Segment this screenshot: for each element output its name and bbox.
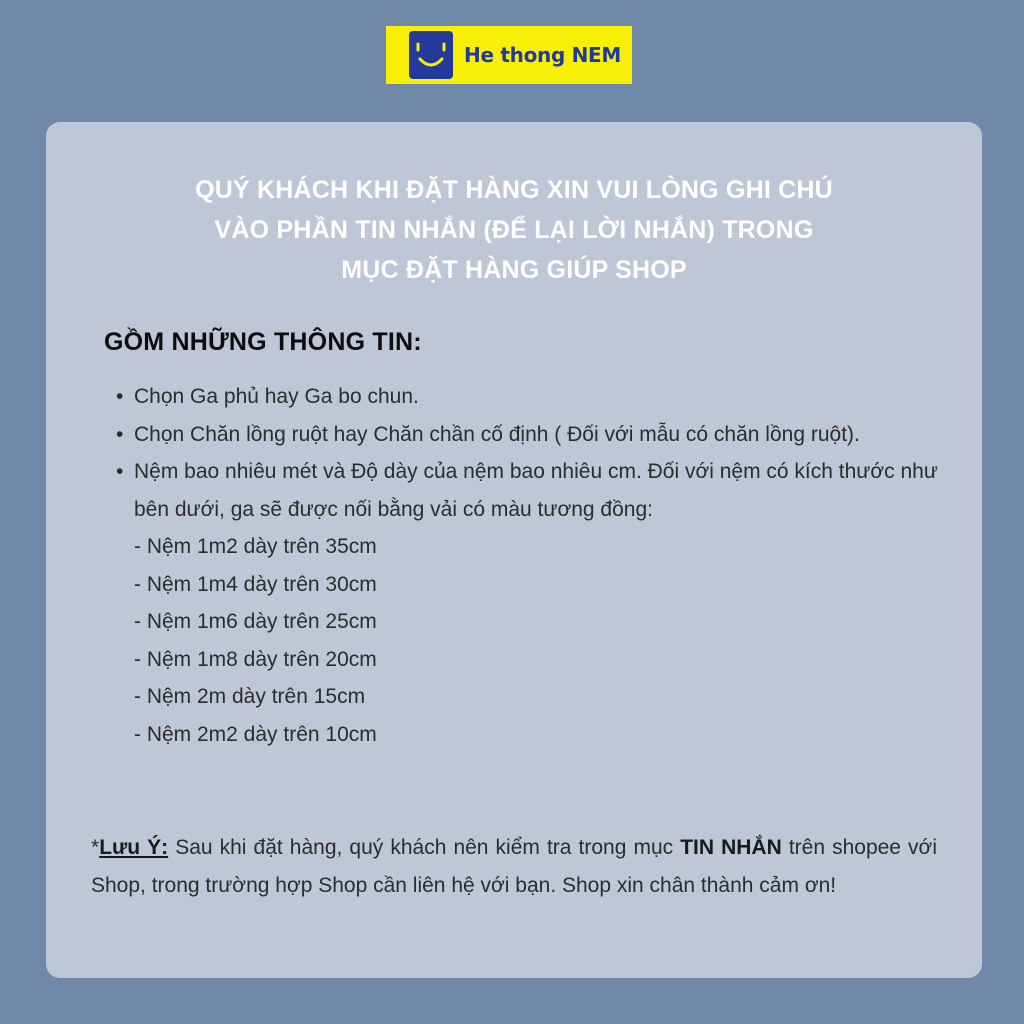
smile-icon — [409, 31, 453, 79]
info-list — [116, 378, 956, 753]
headline-line: QUÝ KHÁCH KHI ĐẶT HÀNG XIN VUI LÒNG GHI CHÚ — [195, 176, 833, 204]
list-item-text: Chọn Ga phủ hay Ga bo chun. — [134, 385, 419, 408]
note-prefix: * — [91, 836, 100, 859]
size-item: - Nệm 1m8 dày trên 20cm — [134, 647, 377, 671]
bullet-icon: • — [116, 460, 124, 483]
note-text: trên shopee với Shop, trong trường hợp Shop cần liên hệ với bạn. Shop xin chân thành cảm ơn! — [91, 836, 937, 897]
list-item-text: Nệm bao nhiêu mét và Độ dày của nệm bao nhiêu cm. Đối với nệm có kích thước như bên dưới, ga sẽ được nối bằng vải có màu tương đồng: — [134, 460, 938, 521]
headline-line: VÀO PHẦN TIN NHẮN (ĐỂ LẠI LỜI NHẮN) TRONG — [214, 216, 814, 244]
size-item: - Nệm 1m4 dày trên 30cm — [134, 572, 377, 596]
note-text: Sau khi đặt hàng, quý khách nên kiểm tra trong mục — [168, 836, 681, 859]
section-title: GỒM NHỮNG THÔNG TIN: — [104, 328, 422, 356]
bullet-icon: • — [116, 422, 124, 446]
headline — [46, 170, 982, 290]
list-item-text: Chọn Chăn lồng ruột hay Chăn chần cố định ( Đối với mẫu có chăn lồng ruột). — [134, 422, 860, 446]
info-card — [46, 122, 982, 978]
size-item: - Nệm 2m dày trên 15cm — [134, 685, 366, 708]
brand-name: He thong NEM — [464, 43, 622, 67]
size-list — [134, 528, 956, 753]
list-item — [116, 416, 956, 454]
size-item: - Nệm 2m2 dày trên 10cm — [134, 722, 377, 746]
note-emphasis: TIN NHẮN — [680, 836, 782, 859]
note — [91, 829, 937, 904]
brand-logo — [386, 26, 632, 84]
bullet-icon: • — [116, 385, 124, 408]
note-label: Lưu Ý: — [99, 836, 169, 859]
headline-line: MỤC ĐẶT HÀNG GIÚP SHOP — [341, 256, 687, 284]
list-item — [116, 378, 956, 416]
size-item: - Nệm 1m6 dày trên 25cm — [134, 610, 377, 633]
list-item — [116, 453, 956, 753]
size-item: - Nệm 1m2 dày trên 35cm — [134, 535, 377, 558]
